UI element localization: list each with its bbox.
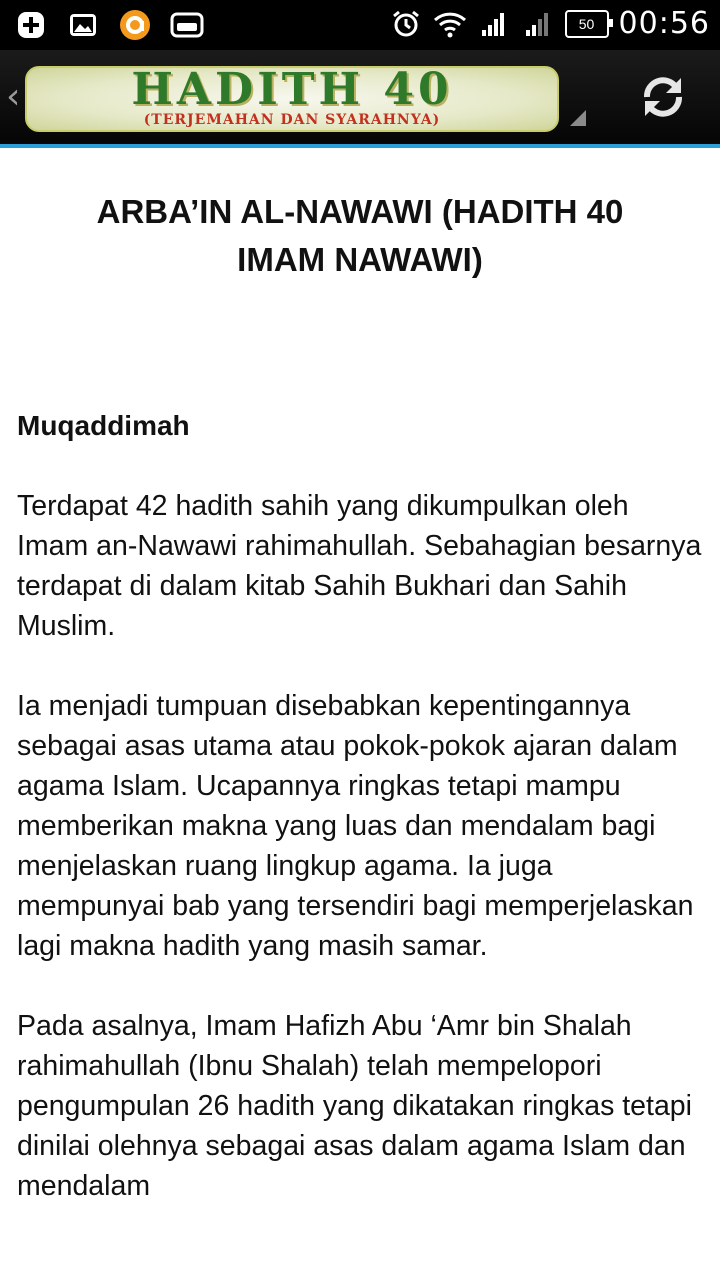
clock: 00:56 (618, 6, 710, 41)
banner-title: HADITH 40 (131, 66, 453, 115)
refresh-icon[interactable] (636, 70, 690, 124)
battery-level: 50 (578, 15, 595, 32)
app-circle-icon (118, 8, 152, 42)
system-icons (389, 6, 710, 41)
paragraph: Pada asalnya, Imam Hafizh Abu ‘Amr bin Shalah rahimahullah (Ibnu Shalah) telah mempelopori pengumpulan 26 hadith yang dikatakan ringkas tetapi dinilai olehnya sebagai asas dalam agama Islam dan mendalam (17, 1010, 692, 1202)
gallery-icon (66, 8, 100, 42)
banner-subtitle: (TERJEMAHAN DAN SYARAHNYA) (143, 112, 441, 128)
paragraph: Terdapat 42 hadith sahih yang dikumpulkan oleh Imam an-Nawawi rahimahullah. Sebahagian besarnya terdapat di dalam kitab Sahih Bukhari dan Sahih Muslim. (17, 490, 702, 642)
article (17, 144, 703, 1206)
battery-icon (565, 10, 609, 38)
screen-icon (170, 8, 204, 42)
add-icon (14, 8, 48, 42)
status-bar (0, 0, 720, 50)
signal-icon (521, 7, 555, 41)
app-banner-logo[interactable] (25, 66, 559, 132)
signal-icon (477, 7, 511, 41)
paragraph: Ia menjadi tumpuan disebabkan kepentingannya sebagai asas utama atau pokok-pokok ajaran dalam agama Islam. Ucapannya ringkas tetapi mampu memberikan makna yang luas dan mendalam bagi menjelaskan ruang lingkup agama. Ia juga mempunyai bab yang tersendiri bagi memperjelaskan lagi makna hadith yang masih samar. (17, 690, 694, 962)
spinner-indicator-icon[interactable] (570, 110, 586, 126)
notification-icons (14, 8, 204, 42)
alarm-icon (389, 7, 423, 41)
back-chevron-icon[interactable]: ‹ (6, 76, 21, 117)
page-title: ARBA’IN AL-NAWAWI (HADITH 40 IMAM NAWAWI) (96, 193, 624, 278)
section-heading: Muqaddimah (17, 410, 190, 441)
wifi-icon (433, 7, 467, 41)
action-bar (0, 50, 720, 148)
